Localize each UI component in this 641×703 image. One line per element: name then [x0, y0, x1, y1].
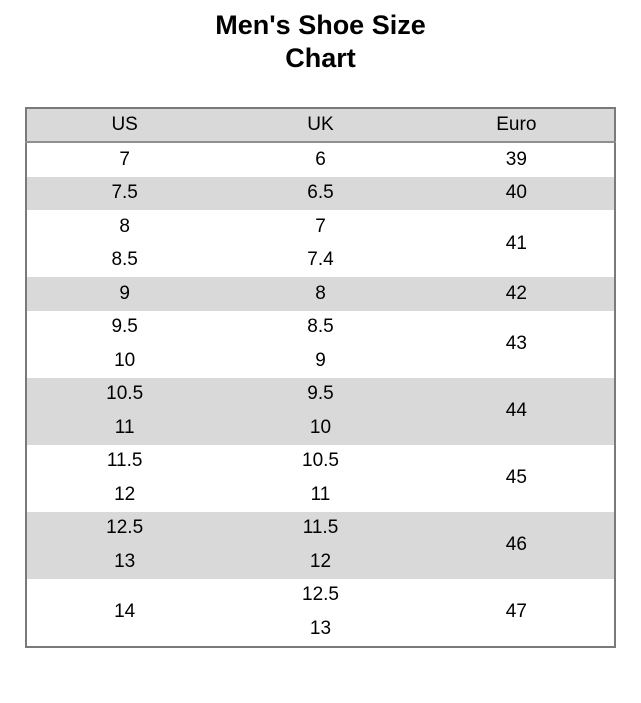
header-us: US: [111, 114, 138, 135]
cell-uk: 11: [310, 483, 331, 505]
cell-us: 9: [119, 282, 130, 304]
cell-euro: 42: [505, 282, 527, 304]
cell-uk: 10: [309, 416, 332, 438]
cell-us: 14: [114, 601, 136, 622]
cell-euro: 41: [505, 232, 527, 254]
cell-us: 10.5: [106, 383, 144, 405]
table-row: [26, 177, 615, 211]
table-row: [26, 311, 615, 345]
cell-uk: 9: [315, 349, 326, 371]
cell-uk: 9.5: [307, 383, 334, 405]
cell-us: 8.5: [111, 249, 138, 271]
cell-us: 7: [119, 148, 130, 170]
cell-us: 12.5: [106, 517, 144, 539]
table-header: [26, 108, 615, 142]
cell-uk: 8: [315, 282, 326, 304]
cell-us: 11: [114, 416, 135, 438]
cell-us: 13: [114, 550, 136, 572]
cell-uk: 7.4: [307, 249, 334, 271]
cell-euro: 43: [505, 333, 527, 354]
page-title: [0, 9, 641, 75]
table-row: [26, 142, 615, 177]
cell-euro: 39: [505, 148, 527, 170]
table-row: [26, 378, 615, 412]
cell-us: 9.5: [111, 316, 138, 338]
table-row: [26, 445, 615, 479]
page-title-line2: Chart: [285, 43, 356, 73]
cell-us: 12: [114, 483, 136, 505]
header-uk: UK: [307, 114, 334, 135]
table-row: [26, 512, 615, 546]
cell-euro: 47: [505, 601, 527, 622]
cell-uk: 6: [315, 148, 326, 170]
cell-uk: 13: [309, 617, 332, 639]
table-row: [26, 579, 615, 613]
cell-uk: 10.5: [302, 450, 339, 472]
cell-uk: 6.5: [307, 182, 334, 204]
cell-us: 10: [114, 349, 136, 371]
cell-us: 7.5: [111, 182, 138, 204]
cell-uk: 11.5: [302, 517, 339, 539]
cell-euro: 44: [505, 400, 527, 421]
cell-uk: 12.5: [302, 584, 339, 606]
cell-euro: 40: [505, 182, 527, 204]
table-header-row: [26, 108, 615, 142]
cell-uk: 12: [309, 550, 332, 572]
cell-us: 11.5: [106, 450, 143, 472]
cell-uk: 7: [315, 215, 326, 237]
shoe-size-table: [25, 107, 616, 648]
cell-us: 8: [119, 215, 130, 237]
cell-euro: 45: [505, 467, 527, 488]
table-body: [26, 142, 615, 647]
cell-uk: 8.5: [307, 316, 334, 338]
header-euro: Euro: [496, 114, 537, 135]
page-title-line1: Men's Shoe Size: [215, 10, 426, 40]
table-row: [26, 277, 615, 311]
cell-euro: 46: [505, 534, 527, 555]
table-row: [26, 210, 615, 244]
